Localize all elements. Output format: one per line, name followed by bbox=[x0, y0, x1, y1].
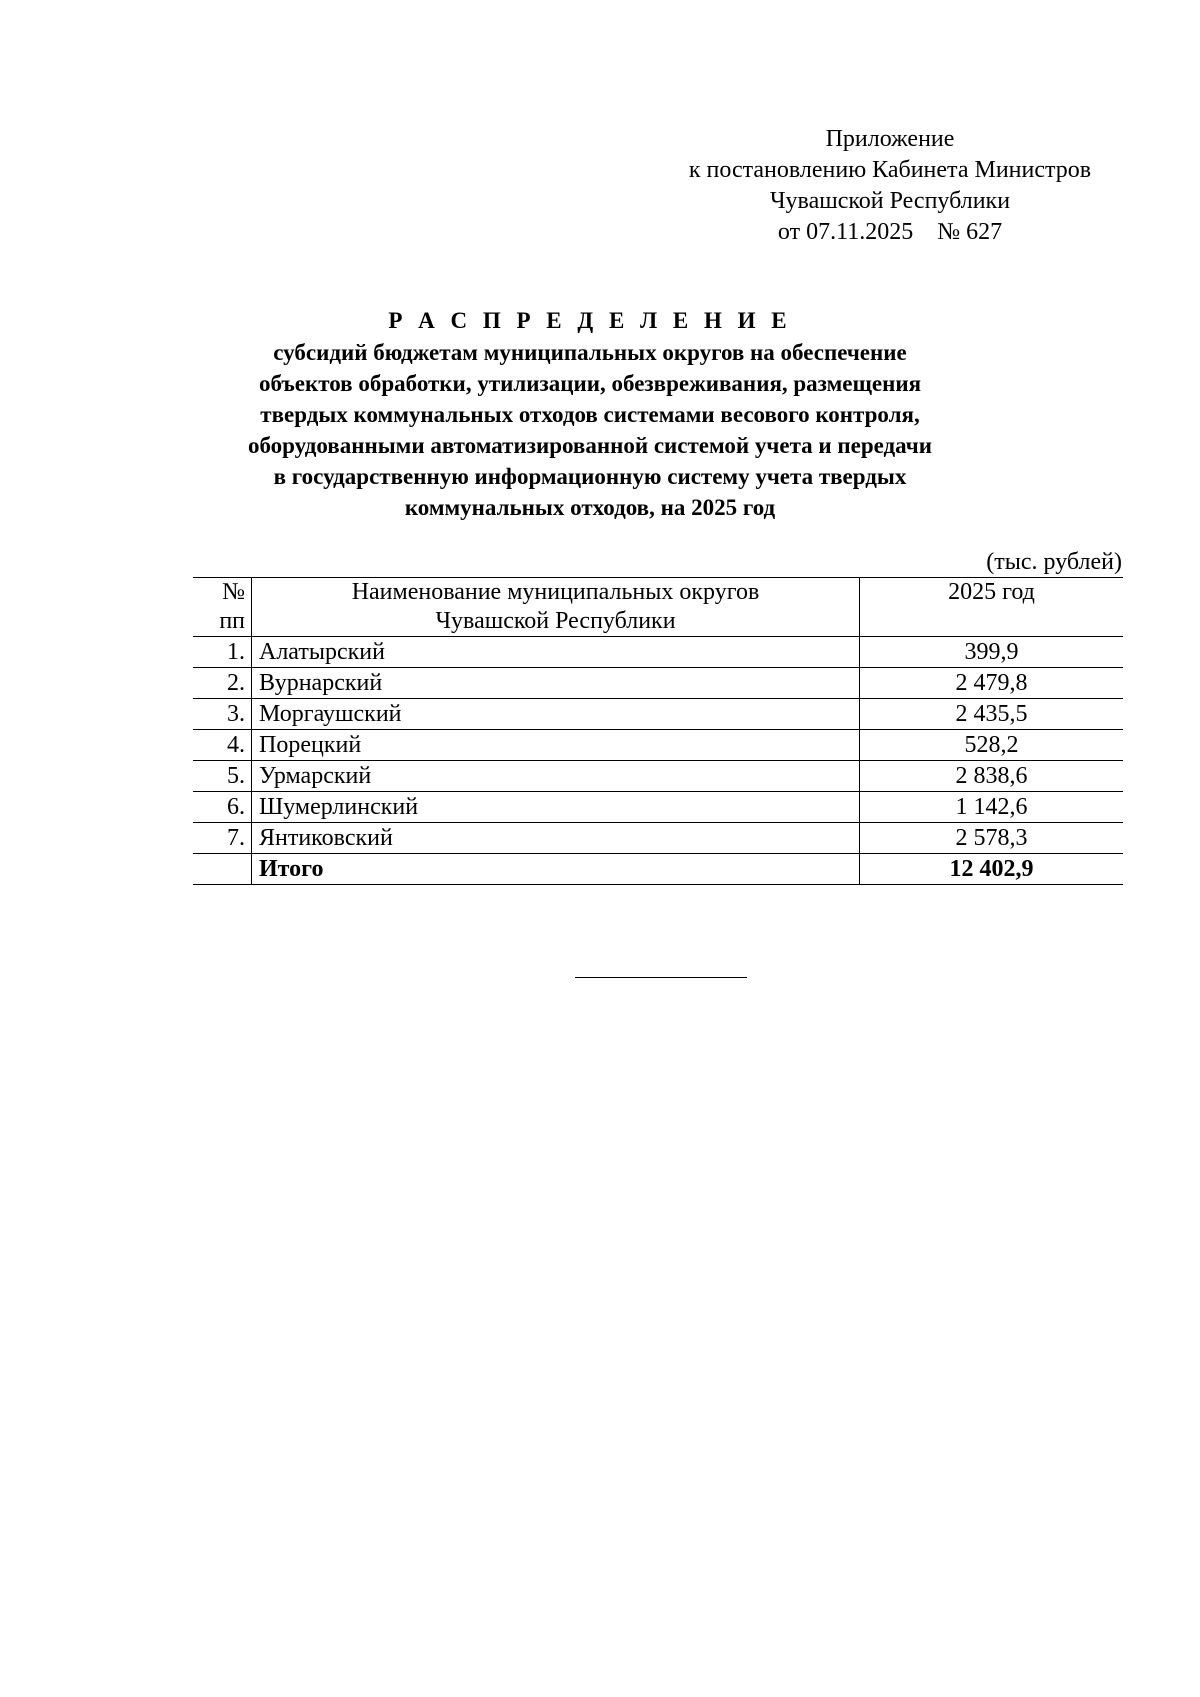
appendix-date-number bbox=[640, 217, 1140, 248]
row-number: 4. bbox=[193, 730, 252, 761]
closing-divider bbox=[575, 977, 747, 978]
title-line-3: твердых коммунальных отходов системами весового контроля, bbox=[260, 402, 920, 427]
table-header-row bbox=[193, 578, 1123, 637]
row-name: Янтиковский bbox=[252, 823, 860, 854]
table-row bbox=[193, 730, 1123, 761]
total-number bbox=[193, 854, 252, 885]
row-value: 2 838,6 bbox=[860, 761, 1124, 792]
table-row bbox=[193, 823, 1123, 854]
title-line-5: в государственную информационную систему учета твердых bbox=[273, 464, 907, 489]
table-row bbox=[193, 637, 1123, 668]
title-line-4: оборудованными автоматизированной системой учета и передачи bbox=[247, 433, 932, 458]
table-row bbox=[193, 699, 1123, 730]
row-number: 6. bbox=[193, 792, 252, 823]
total-label: Итого bbox=[252, 854, 860, 885]
header-number bbox=[193, 578, 252, 637]
document-title bbox=[150, 305, 1030, 523]
title-line-6: коммунальных отходов, на 2025 год bbox=[404, 495, 776, 520]
row-value: 1 142,6 bbox=[860, 792, 1124, 823]
appendix-line-2: к постановлению Кабинета Министров bbox=[688, 157, 1092, 183]
row-value: 2 435,5 bbox=[860, 699, 1124, 730]
row-number: 2. bbox=[193, 668, 252, 699]
title-line-2: объектов обработки, утилизации, обезвреживания, размещения bbox=[258, 371, 922, 396]
table-total-row bbox=[193, 854, 1123, 885]
header-number-line-2: пп bbox=[219, 608, 245, 634]
row-value: 399,9 bbox=[860, 637, 1124, 668]
header-year: 2025 год bbox=[860, 578, 1124, 637]
row-name: Шумерлинский bbox=[252, 792, 860, 823]
header-name-line-1: Наименование муниципальных округов bbox=[351, 579, 760, 605]
table-row bbox=[193, 792, 1123, 823]
title-main: Р А С П Р Е Д Е Л Е Н И Е bbox=[388, 308, 792, 333]
table-row bbox=[193, 761, 1123, 792]
row-name: Алатырский bbox=[252, 637, 860, 668]
appendix-line-1: Приложение bbox=[825, 126, 955, 152]
row-number: 7. bbox=[193, 823, 252, 854]
header-name-line-2: Чувашской Республики bbox=[435, 608, 676, 634]
title-line-1: субсидий бюджетам муниципальных округов на обеспечение bbox=[273, 340, 907, 365]
appendix-header bbox=[640, 124, 1140, 248]
row-number: 3. bbox=[193, 699, 252, 730]
row-value: 528,2 bbox=[860, 730, 1124, 761]
row-number: 1. bbox=[193, 637, 252, 668]
row-name: Моргаушский bbox=[252, 699, 860, 730]
row-value: 2 578,3 bbox=[860, 823, 1124, 854]
row-number: 5. bbox=[193, 761, 252, 792]
row-name: Вурнарский bbox=[252, 668, 860, 699]
appendix-number: № 627 bbox=[937, 219, 1003, 245]
row-name: Порецкий bbox=[252, 730, 860, 761]
header-number-line-1: № bbox=[222, 579, 245, 605]
header-name bbox=[252, 578, 860, 637]
table-row bbox=[193, 668, 1123, 699]
distribution-table bbox=[193, 577, 1123, 885]
appendix-date: от 07.11.2025 bbox=[777, 219, 914, 245]
unit-note: (тыс. рублей) bbox=[986, 549, 1122, 575]
total-value: 12 402,9 bbox=[860, 854, 1124, 885]
row-value: 2 479,8 bbox=[860, 668, 1124, 699]
appendix-line-3: Чувашской Республики bbox=[769, 188, 1011, 214]
row-name: Урмарский bbox=[252, 761, 860, 792]
